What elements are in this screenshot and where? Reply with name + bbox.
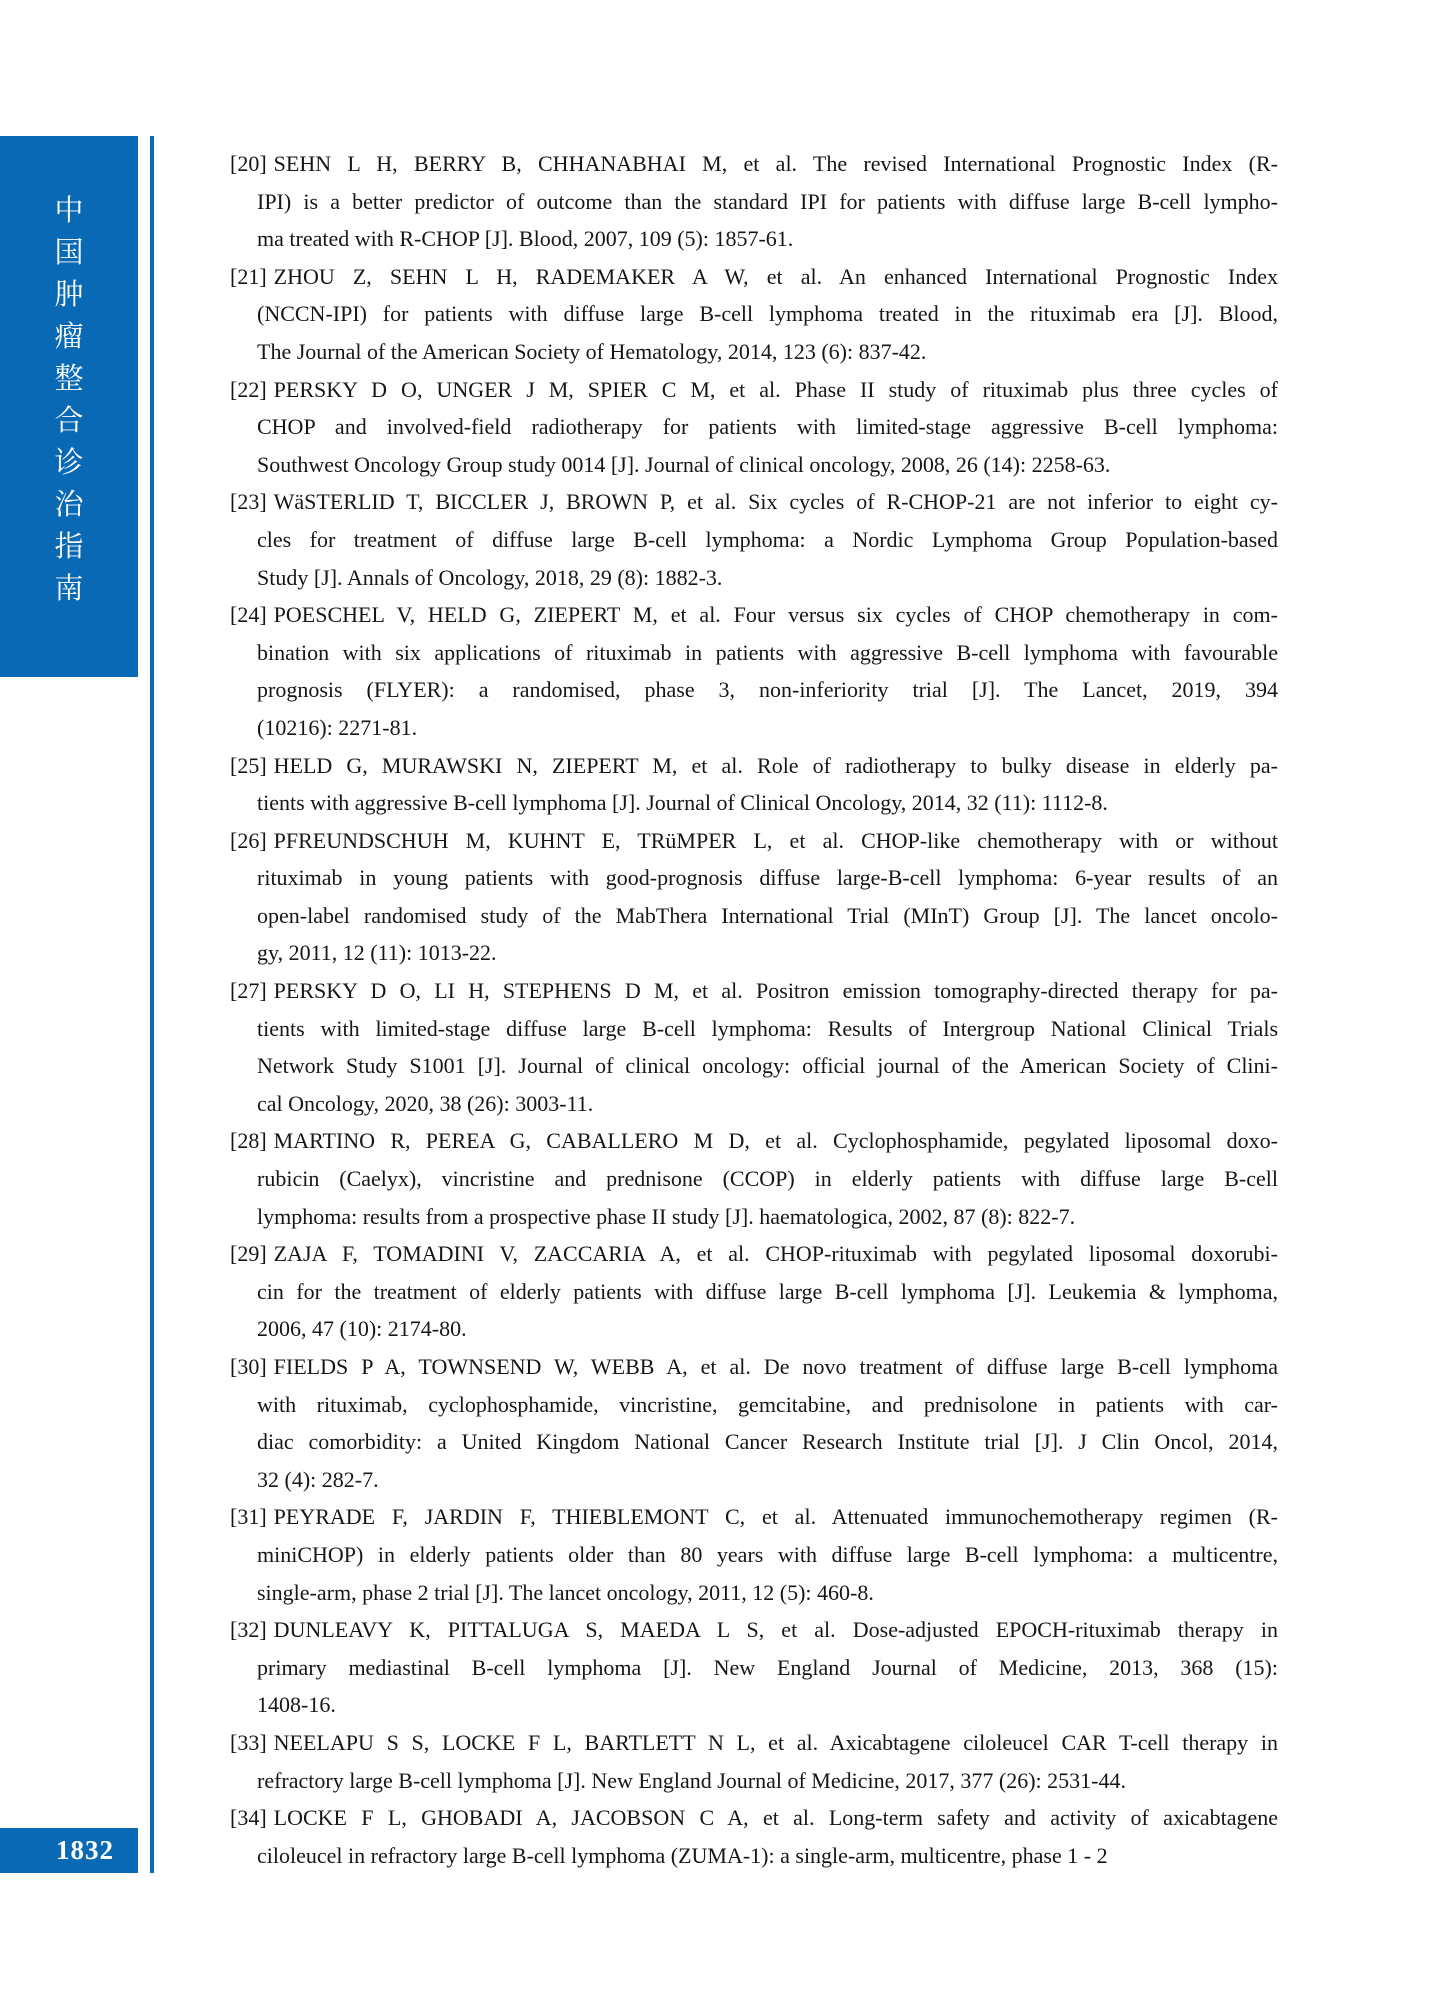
sidebar-banner bbox=[0, 136, 138, 677]
page-number-badge bbox=[0, 1828, 138, 1873]
reference-line: cal Oncology, 2020, 38 (26): 3003-11. bbox=[257, 1090, 594, 1116]
reference-line: ma treated with R-CHOP [J]. Blood, 2007, 109 (5): 1857-61. bbox=[257, 226, 794, 252]
reference-line: lymphoma: results from a prospective phase II study [J]. haematologica, 2002, 87 (8): 822-7. bbox=[257, 1203, 1076, 1229]
reference-number: [33] bbox=[230, 1729, 267, 1755]
reference-text: ZAJA F, TOMADINI V, ZACCARIA A, et al. CHOP-rituximab with pegylated liposomal doxorubi- bbox=[273, 1241, 1278, 1267]
reference-line: CHOP and involved-field radiotherapy for patients with limited-stage aggressive B-cell lymphoma: bbox=[257, 414, 1278, 440]
reference-line: tients with aggressive B-cell lymphoma [J]. Journal of Clinical Oncology, 2014, 32 (11): 1112-8. bbox=[257, 790, 1108, 816]
reference-line bbox=[230, 972, 1278, 1010]
sidebar-title-char: 治 bbox=[54, 487, 84, 521]
reference-text: LOCKE F L, GHOBADI A, JACOBSON C A, et al. Long-term safety and activity of axicabtagene bbox=[273, 1805, 1278, 1831]
reference-number: [30] bbox=[230, 1354, 267, 1379]
reference-item bbox=[230, 1611, 1278, 1724]
reference-text: ZHOU Z, SEHN L H, RADEMAKER A W, et al. An enhanced International Prognostic Index bbox=[273, 263, 1278, 289]
reference-number: [25] bbox=[230, 752, 267, 778]
reference-text: POESCHEL V, HELD G, ZIEPERT M, et al. Four versus six cycles of CHOP chemotherapy in com- bbox=[273, 602, 1278, 628]
reference-line bbox=[230, 1348, 1278, 1386]
reference-text: SEHN L H, BERRY B, CHHANABHAI M, et al. The revised International Prognostic Index (R- bbox=[273, 151, 1278, 176]
reference-line: 2006, 47 (10): 2174-80. bbox=[257, 1316, 467, 1342]
reference-line: cles for treatment of diffuse large B-cell lymphoma: a Nordic Lymphoma Group Population-based bbox=[257, 526, 1278, 552]
reference-item bbox=[230, 371, 1278, 484]
references-list bbox=[230, 145, 1278, 1874]
reference-number: [22] bbox=[230, 376, 267, 402]
reference-line bbox=[230, 1799, 1278, 1837]
reference-item bbox=[230, 822, 1278, 972]
reference-line bbox=[230, 145, 1278, 183]
reference-line bbox=[230, 1498, 1278, 1536]
reference-text: PFREUNDSCHUH M, KUHNT E, TRüMPER L, et al. CHOP-like chemotherapy with or without bbox=[273, 827, 1278, 853]
reference-number: [34] bbox=[230, 1805, 267, 1831]
reference-line: Southwest Oncology Group study 0014 [J]. Journal of clinical oncology, 2008, 26 (14): 2258-63. bbox=[257, 451, 1111, 477]
reference-text: HELD G, MURAWSKI N, ZIEPERT M, et al. Role of radiotherapy to bulky disease in elderly pa- bbox=[273, 752, 1278, 778]
reference-line: primary mediastinal B-cell lymphoma [J]. New England Journal of Medicine, 2013, 368 (15): bbox=[257, 1654, 1278, 1680]
reference-line: Study [J]. Annals of Oncology, 2018, 29 (8): 1882-3. bbox=[257, 564, 723, 590]
sidebar-title-char: 诊 bbox=[54, 445, 84, 479]
vertical-divider bbox=[150, 136, 154, 1873]
sidebar-title-char: 国 bbox=[54, 235, 84, 269]
reference-line: (10216): 2271-81. bbox=[257, 714, 418, 740]
reference-line bbox=[230, 1611, 1278, 1649]
reference-item bbox=[230, 596, 1278, 746]
reference-line: open-label randomised study of the MabThera International Trial (MInT) Group [J]. The lancet oncolo- bbox=[257, 902, 1278, 928]
reference-number: [32] bbox=[230, 1617, 267, 1643]
reference-number: [24] bbox=[230, 602, 267, 628]
reference-text: PEYRADE F, JARDIN F, THIEBLEMONT C, et al. Attenuated immunochemotherapy regimen (R- bbox=[273, 1504, 1278, 1530]
sidebar-title-char: 瘤 bbox=[54, 319, 84, 353]
reference-number: [20] bbox=[230, 151, 267, 176]
reference-line: miniCHOP) in elderly patients older than 80 years with diffuse large B-cell lymphoma: a multicentre, bbox=[257, 1541, 1278, 1567]
page-number: 1832 bbox=[56, 1835, 114, 1865]
reference-text: WäSTERLID T, BICCLER J, BROWN P, et al. Six cycles of R-CHOP-21 are not inferior to eight cy- bbox=[273, 489, 1278, 515]
reference-number: [26] bbox=[230, 827, 267, 853]
reference-line: rituximab in young patients with good-prognosis diffuse large-B-cell lymphoma: 6-year results of an bbox=[257, 865, 1278, 891]
reference-line: Network Study S1001 [J]. Journal of clinical oncology: official journal of the American Society of Clini- bbox=[257, 1053, 1278, 1079]
reference-item bbox=[230, 1799, 1278, 1874]
reference-item bbox=[230, 747, 1278, 822]
sidebar-title-char: 南 bbox=[54, 571, 84, 605]
reference-item bbox=[230, 1235, 1278, 1348]
reference-line bbox=[230, 258, 1278, 296]
reference-line: rubicin (Caelyx), vincristine and prednisone (CCOP) in elderly patients with diffuse large B-cell bbox=[257, 1166, 1278, 1192]
reference-item bbox=[230, 1122, 1278, 1235]
reference-item bbox=[230, 972, 1278, 1122]
reference-text: DUNLEAVY K, PITTALUGA S, MAEDA L S, et al. Dose-adjusted EPOCH-rituximab therapy in bbox=[273, 1617, 1278, 1643]
sidebar-title-char: 合 bbox=[54, 403, 84, 437]
reference-line: (NCCN-IPI) for patients with diffuse large B-cell lymphoma treated in the rituximab era [J]. Blood, bbox=[257, 301, 1278, 327]
reference-text: MARTINO R, PEREA G, CABALLERO M D, et al. Cyclophosphamide, pegylated liposomal doxo- bbox=[273, 1128, 1278, 1154]
reference-line: 1408-16. bbox=[257, 1692, 336, 1718]
reference-number: [21] bbox=[230, 263, 267, 289]
reference-line: diac comorbidity: a United Kingdom National Cancer Research Institute trial [J]. J Clin Oncol, 2014, bbox=[257, 1429, 1278, 1455]
reference-line bbox=[230, 483, 1278, 521]
reference-line bbox=[230, 596, 1278, 634]
reference-number: [31] bbox=[230, 1504, 267, 1530]
reference-line bbox=[230, 1724, 1278, 1762]
sidebar-title-char: 肿 bbox=[54, 277, 84, 311]
reference-text: PERSKY D O, LI H, STEPHENS D M, et al. Positron emission tomography-directed therapy for pa- bbox=[273, 978, 1278, 1004]
reference-line bbox=[230, 1122, 1278, 1160]
reference-line: gy, 2011, 12 (11): 1013-22. bbox=[257, 940, 497, 966]
reference-item bbox=[230, 1348, 1278, 1498]
reference-text: FIELDS P A, TOWNSEND W, WEBB A, et al. De novo treatment of diffuse large B-cell lymphoma bbox=[273, 1354, 1278, 1379]
reference-item bbox=[230, 1724, 1278, 1799]
reference-text: PERSKY D O, UNGER J M, SPIER C M, et al. Phase II study of rituximab plus three cycles of bbox=[273, 376, 1278, 402]
reference-line: with rituximab, cyclophosphamide, vincristine, gemcitabine, and prednisolone in patients with car- bbox=[257, 1391, 1278, 1417]
reference-number: [23] bbox=[230, 489, 267, 515]
reference-line: 32 (4): 282-7. bbox=[257, 1466, 379, 1492]
sidebar-title-char: 中 bbox=[54, 193, 84, 227]
reference-line: refractory large B-cell lymphoma [J]. New England Journal of Medicine, 2017, 377 (26): 2531-44. bbox=[257, 1767, 1126, 1793]
reference-line: IPI) is a better predictor of outcome than the standard IPI for patients with diffuse large B-cell lympho- bbox=[257, 188, 1278, 214]
reference-item bbox=[230, 145, 1278, 258]
reference-line bbox=[230, 822, 1278, 860]
reference-line: single-arm, phase 2 trial [J]. The lancet oncology, 2011, 12 (5): 460-8. bbox=[257, 1579, 874, 1605]
reference-line: The Journal of the American Society of Hematology, 2014, 123 (6): 837-42. bbox=[257, 338, 927, 364]
reference-line: ciloleucel in refractory large B-cell lymphoma (ZUMA-1): a single-arm, multicentre, phase 1 - 2 bbox=[257, 1842, 1108, 1868]
reference-number: [29] bbox=[230, 1241, 267, 1267]
reference-item bbox=[230, 1498, 1278, 1611]
reference-line bbox=[230, 1235, 1278, 1273]
sidebar-title-char: 指 bbox=[54, 529, 84, 563]
sidebar-title-char: 整 bbox=[54, 361, 84, 395]
reference-item bbox=[230, 483, 1278, 596]
reference-line bbox=[230, 747, 1278, 785]
reference-item bbox=[230, 258, 1278, 371]
reference-line bbox=[230, 371, 1278, 409]
reference-line: bination with six applications of rituximab in patients with aggressive B-cell lymphoma with favourable bbox=[257, 639, 1278, 665]
reference-number: [28] bbox=[230, 1128, 267, 1154]
reference-line: cin for the treatment of elderly patients with diffuse large B-cell lymphoma [J]. Leukemia & lymphoma, bbox=[257, 1278, 1278, 1304]
reference-number: [27] bbox=[230, 978, 267, 1004]
reference-text: NEELAPU S S, LOCKE F L, BARTLETT N L, et al. Axicabtagene ciloleucel CAR T-cell therapy in bbox=[273, 1729, 1278, 1755]
reference-line: prognosis (FLYER): a randomised, phase 3, non-inferiority trial [J]. The Lancet, 2019, 394 bbox=[257, 677, 1278, 703]
reference-line: tients with limited-stage diffuse large B-cell lymphoma: Results of Intergroup National Clinical Trials bbox=[257, 1015, 1278, 1041]
